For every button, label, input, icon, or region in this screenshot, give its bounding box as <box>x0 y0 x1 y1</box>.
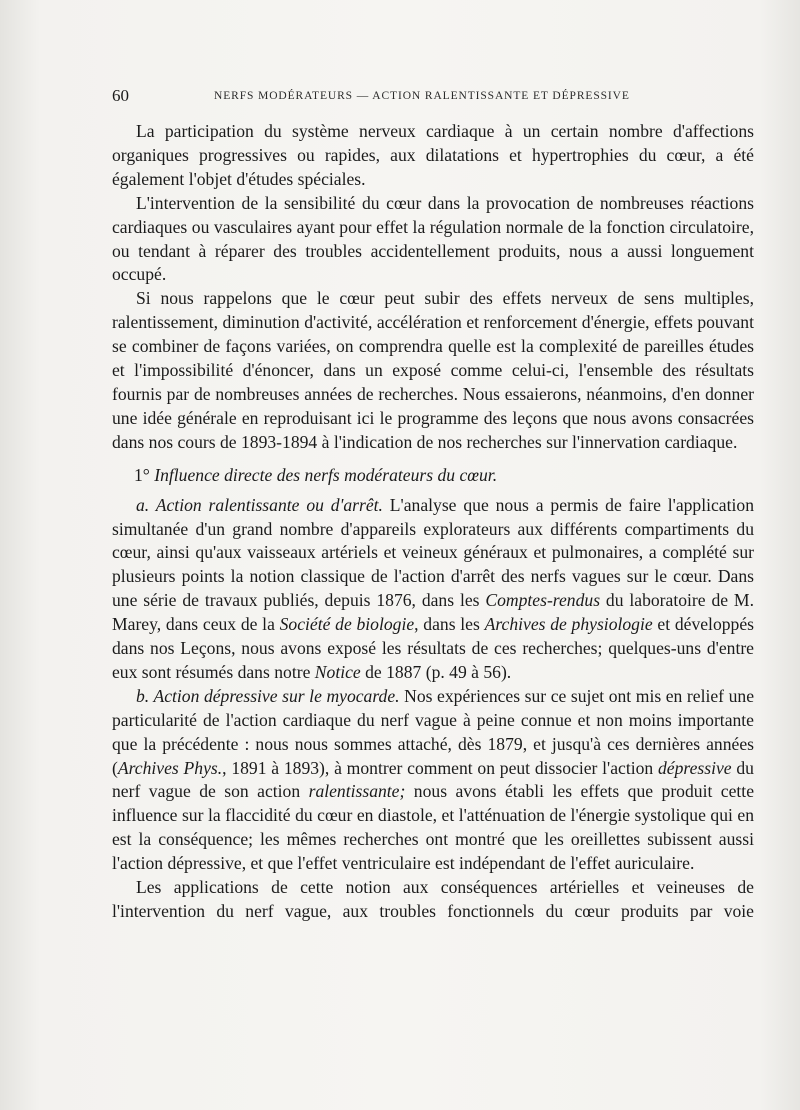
citation-societe-biologie: Société de biologie <box>279 614 415 635</box>
text-run: , dans les <box>414 614 485 635</box>
paragraph-rappel: Si nous rappelons que le cœur peut subir des effets nerveux de sens multiples, ralentissement, diminution d'activité, accélération et renforcement d'énergie, effets pouvant se combiner de façons variées, on comprendra quelle est la complexité de pareilles études et l'impossibilité d'énoncer, dans un exposé comme celui-ci, l'ensemble des résultats fournis par de nombreuses années de recherches. Nous essaierons, néanmoins, d'en donner une idée générale en reproduisant ici le programme des leçons que nous avons consacrées dans nos cours de 1893-1894 à l'indication de nos recherches sur l'innervation cardiaque. <box>112 288 754 452</box>
body-text <box>112 120 754 924</box>
term-ralentissante: ralentissante; <box>308 781 406 802</box>
text-run: , 1891 à 1893), à montrer comment on peut dissocier l'action <box>222 757 658 778</box>
text-run: du laboratoire de M. Marey, dans ceux de la <box>112 590 754 635</box>
text-run: L'analyse que nous a permis de faire l'application simultanée d'un grand nombre d'appareils explorateurs aux différents compartiments du cœur, ainsi qu'aux vaisseaux artériels et veineux généraux et pulmonaires, a complété sur plusieurs points la notion classique de l'action d'arrêt des nerfs vagues sur le cœur. Dans une série de travaux publiés, depuis 1876, dans les <box>112 494 754 611</box>
paragraph-applications: Les applications de cette notion aux conséquences artérielles et veineuses de l'intervention du nerf vague, aux troubles fonctionnels du cœur produits par voie <box>112 877 754 921</box>
paragraph-sensibilite: L'intervention de la sensibilité du cœur dans la provocation de nombreuses réactions cardiaques ou vasculaires ayant pour effet la régulation normale de la fonction circulatoire, ou tendant à réparer des troubles accidentellement produits, nous a aussi longuement occupé. <box>112 192 754 285</box>
running-head: NERFS MODÉRATEURS — ACTION RALENTISSANTE ET DÉPRESSIVE <box>214 90 630 102</box>
text-run: du nerf vague de son action <box>112 757 754 802</box>
citation-notice: Notice <box>314 661 361 682</box>
page-number: 60 <box>112 86 129 105</box>
section-number: 1° <box>134 464 150 485</box>
paragraph-action-depressive <box>112 685 754 876</box>
citation-archives-phys: Archives Phys. <box>117 757 223 778</box>
citation-comptes-rendus: Comptes-rendus <box>485 590 601 611</box>
section-heading <box>112 464 754 488</box>
text-run: Nos expériences sur ce sujet ont mis en relief une particularité de l'action cardiaque du nerf vague à peine connue et non moins importante que la précédente : nous nous sommes attaché, dès 1879, et jusqu'à ces dernières années ( <box>112 685 755 778</box>
text-run: et développés dans nos Leçons, nous avons exposé les résultats de ces recherches; quelques-uns d'entre eux sont résumés dans notre <box>112 614 754 682</box>
paragraph-participation: La participation du système nerveux cardiaque à un certain nombre d'affections organiques progressives ou rapides, aux dilatations et hypertrophies du cœur, a été également l'objet d'études spéciales. <box>112 121 754 189</box>
page-header <box>112 86 752 110</box>
text-run: de 1887 (p. 49 à 56). <box>360 661 512 682</box>
term-depressive: dépressive <box>658 757 732 778</box>
citation-archives-physiologie: Archives de physiologie <box>484 614 653 635</box>
section-title: Influence directe des nerfs modérateurs du cœur. <box>154 464 498 485</box>
text-run: nous avons établi les effets que produit cette influence sur la flaccidité du cœur en diastole, et l'atténuation de l'énergie systolique qui en est la conséquence; les mêmes recherches ont montré que les oreillettes subissent aussi l'action dépressive, et que l'effet ventriculaire est indépendant de l'effet auriculaire. <box>112 781 754 874</box>
subsection-label-a: a. Action ralentissante ou d'arrêt. <box>136 494 383 515</box>
subsection-label-b: b. Action dépressive sur le myocarde. <box>136 685 400 706</box>
paragraph-action-ralentissante <box>112 494 754 685</box>
